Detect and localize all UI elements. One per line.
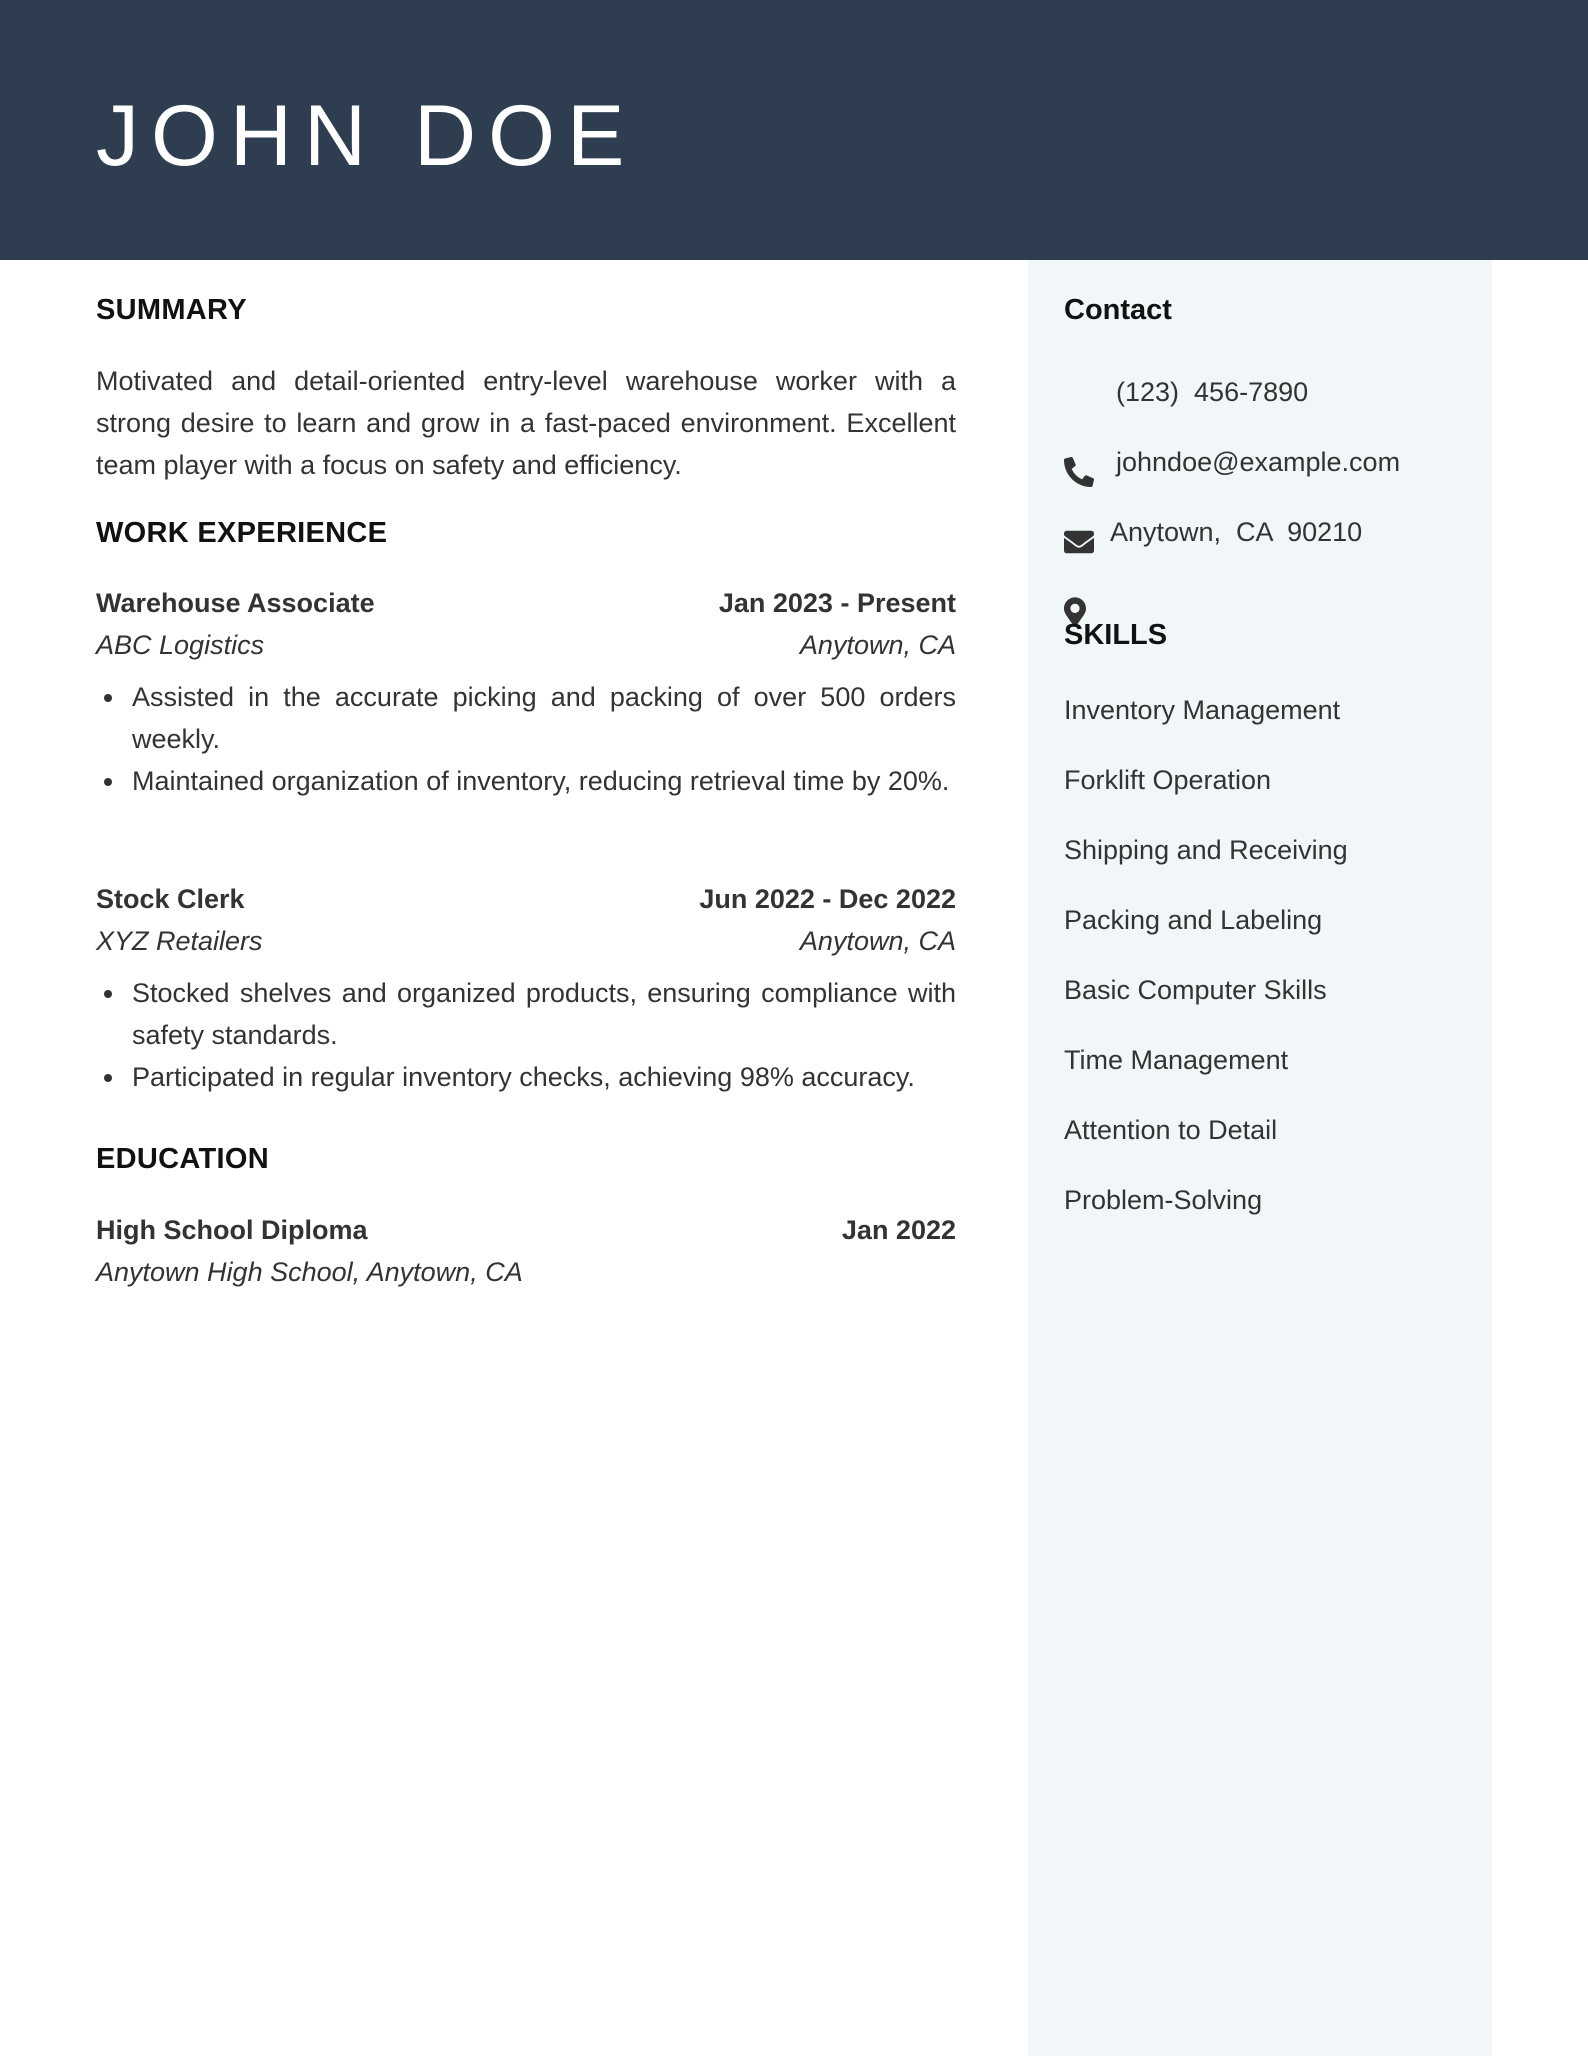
education-degree: High School Diploma (96, 1215, 368, 1245)
contact-email[interactable] (1064, 442, 1400, 482)
job-location: Anytown, CA (799, 630, 956, 660)
job-bullets (96, 676, 956, 802)
envelope-icon (1064, 447, 1094, 477)
skills-heading: SKILLS (1064, 619, 1168, 651)
location-text: Anytown, CA 90210 (1110, 517, 1363, 547)
phone-icon (1064, 377, 1094, 407)
list-item: Participated in regular inventory checks, achieving 98% accuracy. (96, 1056, 956, 1098)
map-marker-icon (1064, 517, 1086, 547)
job-position: Warehouse Associate (96, 588, 375, 618)
education-school: Anytown High School, Anytown, CA (96, 1257, 523, 1287)
list-item: Maintained organization of inventory, reducing retrieval time by 20%. (96, 760, 956, 802)
skill-item: Shipping and Receiving (1064, 835, 1348, 865)
skill-item: Inventory Management (1064, 695, 1341, 725)
phone-text: (123) 456-7890 (1116, 377, 1309, 407)
skill-item: Attention to Detail (1064, 1115, 1278, 1145)
contact-heading: Contact (1064, 294, 1172, 326)
candidate-name: JOHN DOE (96, 88, 637, 184)
contact-phone[interactable] (1064, 372, 1308, 412)
job-company: ABC Logistics (96, 630, 265, 660)
skill-item: Time Management (1064, 1045, 1289, 1075)
skill-item: Basic Computer Skills (1064, 975, 1327, 1005)
work-experience-heading: WORK EXPERIENCE (96, 517, 388, 549)
job-location: Anytown, CA (799, 926, 956, 956)
job-entry (96, 878, 956, 1098)
list-item: Assisted in the accurate picking and packing of over 500 orders weekly. (96, 676, 956, 760)
email-text: johndoe@example.com (1116, 447, 1401, 477)
job-bullets (96, 972, 956, 1098)
skill-item: Forklift Operation (1064, 765, 1272, 795)
list-item: Stocked shelves and organized products, ensuring compliance with safety standards. (96, 972, 956, 1056)
header-banner (0, 0, 1588, 260)
job-position: Stock Clerk (96, 884, 245, 914)
education-heading: EDUCATION (96, 1143, 269, 1175)
summary-heading: SUMMARY (96, 294, 247, 326)
summary-text: Motivated and detail-oriented entry-level warehouse worker with a strong desire to learn and grow in a fast-paced environment. Excellent team player with a focus on safety and efficiency. (96, 366, 956, 480)
contact-location (1064, 512, 1362, 552)
sidebar (1028, 260, 1492, 2056)
job-entry (96, 582, 956, 802)
education-date: Jan 2022 (841, 1215, 956, 1245)
job-dates: Jan 2023 - Present (718, 588, 956, 618)
skill-item: Problem-Solving (1064, 1185, 1263, 1215)
education-entry (96, 1209, 956, 1293)
skill-item: Packing and Labeling (1064, 905, 1323, 935)
job-dates: Jun 2022 - Dec 2022 (699, 884, 956, 914)
job-company: XYZ Retailers (96, 926, 263, 956)
